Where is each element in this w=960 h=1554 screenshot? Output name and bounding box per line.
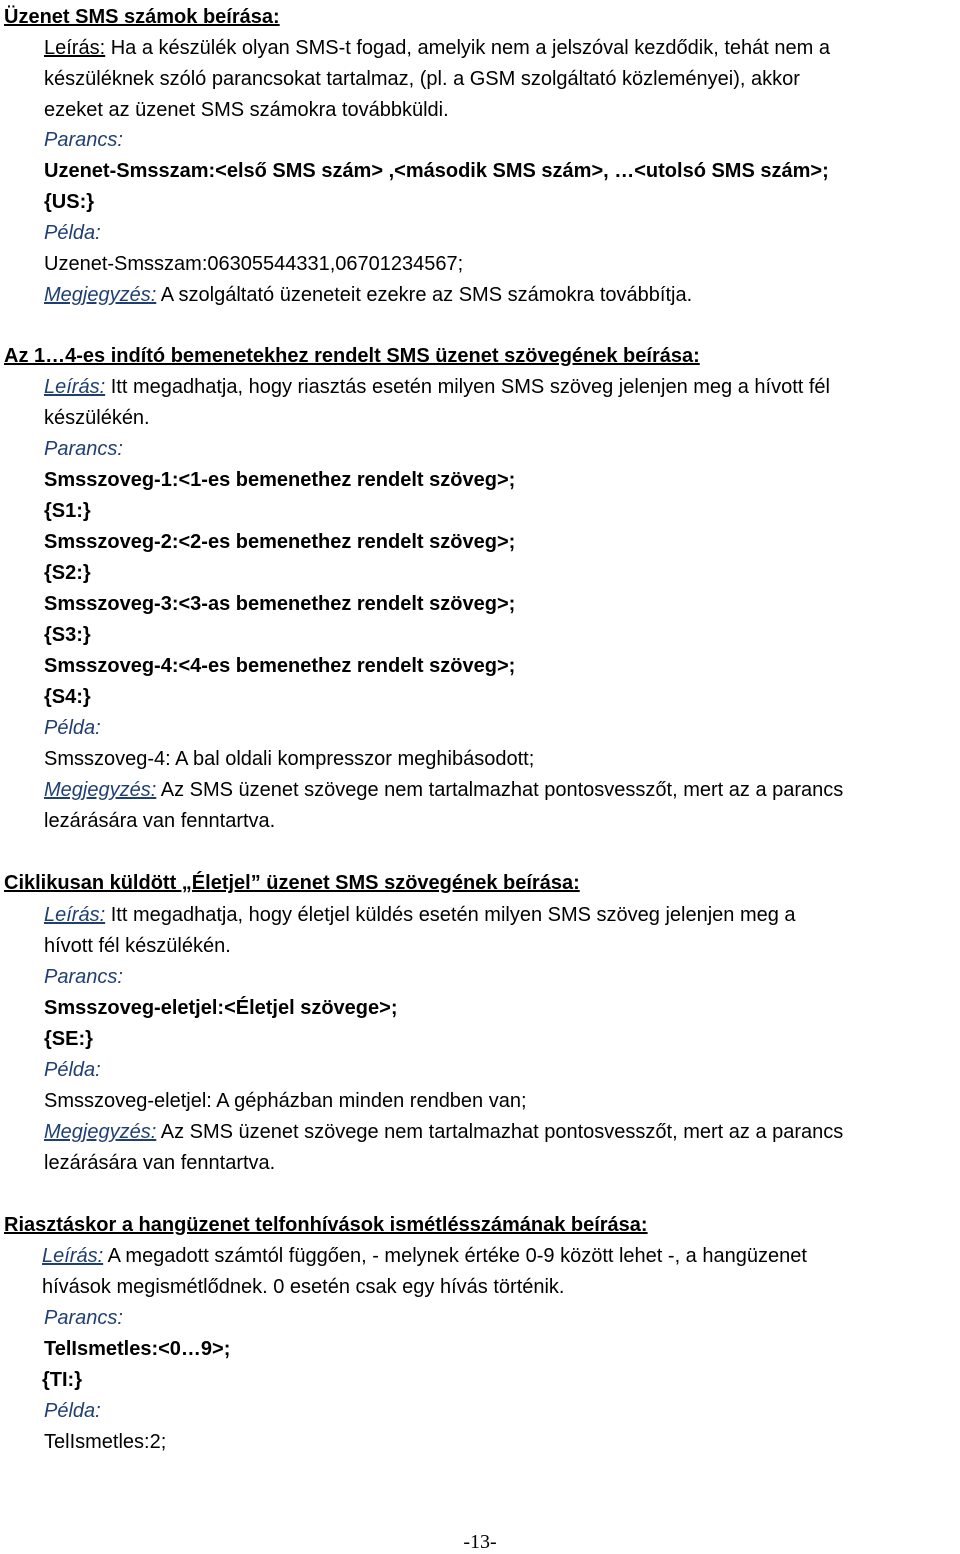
- description-line: Leírás: Itt megadhatja, hogy életjel küldés esetén milyen SMS szöveg jelenjen meg a: [44, 904, 796, 926]
- command-line: Uzenet-Smsszam:<első SMS szám> ,<második SMS szám>, …<utolsó SMS szám>;: [44, 160, 829, 182]
- example-line: Uzenet-Smsszam:06305544331,06701234567;: [44, 253, 464, 275]
- description-line: Leírás: Ha a készülék olyan SMS-t fogad, amelyik nem a jelszóval kezdődik, tehát nem a: [44, 37, 830, 59]
- section-title-sms-numbers: Üzenet SMS számok beírása:: [4, 6, 280, 28]
- description-line: készüléknek szóló parancsokat tartalmaz, (pl. a GSM szolgáltató közleményei), akkor: [44, 68, 800, 90]
- note-line: lezárására van fenntartva.: [44, 810, 276, 832]
- label-parancs: Parancs:: [44, 129, 123, 151]
- label-parancs: Parancs:: [44, 966, 123, 988]
- command-line: Smsszoveg-1:<1-es bemenethez rendelt szöveg>;: [44, 469, 516, 491]
- label-pelda: Példa:: [44, 1400, 101, 1422]
- label-leiras: Leírás:: [42, 1245, 104, 1267]
- command-line: Smsszoveg-3:<3-as bemenethez rendelt szöveg>;: [44, 593, 516, 615]
- command-short: {SE:}: [44, 1028, 93, 1050]
- label-parancs: Parancs:: [44, 1307, 123, 1329]
- example-line: Smsszoveg-eletjel: A gépházban minden rendben van;: [44, 1090, 527, 1112]
- command-short: {US:}: [44, 191, 95, 213]
- label-pelda: Példa:: [44, 717, 101, 739]
- description-line: Leírás: A megadott számtól függően, - melynek értéke 0-9 között lehet -, a hangüzenet: [42, 1245, 807, 1267]
- label-megjegyzes: Megjegyzés:: [44, 284, 157, 306]
- command-line: Smsszoveg-eletjel:<Életjel szövege>;: [44, 997, 398, 1019]
- label-leiras: Leírás:: [44, 904, 106, 926]
- description-line: ezeket az üzenet SMS számokra továbbküldi.: [44, 99, 449, 121]
- label-pelda: Példa:: [44, 1059, 101, 1081]
- label-leiras: Leírás:: [44, 37, 106, 59]
- command-line: TelIsmetles:<0…9>;: [44, 1338, 231, 1360]
- description-line: hívások megismétlődnek. 0 esetén csak egy hívás történik.: [42, 1276, 565, 1298]
- command-short: {S3:}: [44, 624, 91, 646]
- command-line: Smsszoveg-2:<2-es bemenethez rendelt szöveg>;: [44, 531, 516, 553]
- section-title-input-sms-text: Az 1…4-es indító bemenetekhez rendelt SMS üzenet szövegének beírása:: [4, 345, 700, 367]
- page-number: -13-: [463, 1531, 497, 1553]
- command-line: Smsszoveg-4:<4-es bemenethez rendelt szöveg>;: [44, 655, 516, 677]
- note-line: Megjegyzés: Az SMS üzenet szövege nem tartalmazhat pontosvesszőt, mert az a parancs: [44, 1121, 844, 1143]
- description-line: hívott fél készülékén.: [44, 935, 231, 957]
- command-short: {TI:}: [42, 1369, 82, 1391]
- label-parancs: Parancs:: [44, 438, 123, 460]
- example-line: Smsszoveg-4: A bal oldali kompresszor meghibásodott;: [44, 748, 535, 770]
- note-line: lezárására van fenntartva.: [44, 1152, 276, 1174]
- note-line: Megjegyzés: Az SMS üzenet szövege nem tartalmazhat pontosvesszőt, mert az a parancs: [44, 779, 844, 801]
- description-line: Leírás: Itt megadhatja, hogy riasztás esetén milyen SMS szöveg jelenjen meg a hívott fél: [44, 376, 830, 398]
- note-line: Megjegyzés: A szolgáltató üzeneteit ezekre az SMS számokra továbbítja.: [44, 284, 693, 306]
- example-line: TelIsmetles:2;: [44, 1431, 167, 1453]
- section-title-call-repeat: Riasztáskor a hangüzenet telfonhívások ismétlésszámának beírása:: [4, 1214, 648, 1236]
- section-title-heartbeat-sms: Ciklikusan küldött „Életjel” üzenet SMS szövegének beírása:: [4, 872, 580, 894]
- command-short: {S4:}: [44, 686, 91, 708]
- label-pelda: Példa:: [44, 222, 101, 244]
- command-short: {S2:}: [44, 562, 91, 584]
- label-megjegyzes: Megjegyzés:: [44, 1121, 157, 1143]
- description-line: készülékén.: [44, 407, 150, 429]
- command-short: {S1:}: [44, 500, 91, 522]
- label-leiras: Leírás:: [44, 376, 106, 398]
- label-megjegyzes: Megjegyzés:: [44, 779, 157, 801]
